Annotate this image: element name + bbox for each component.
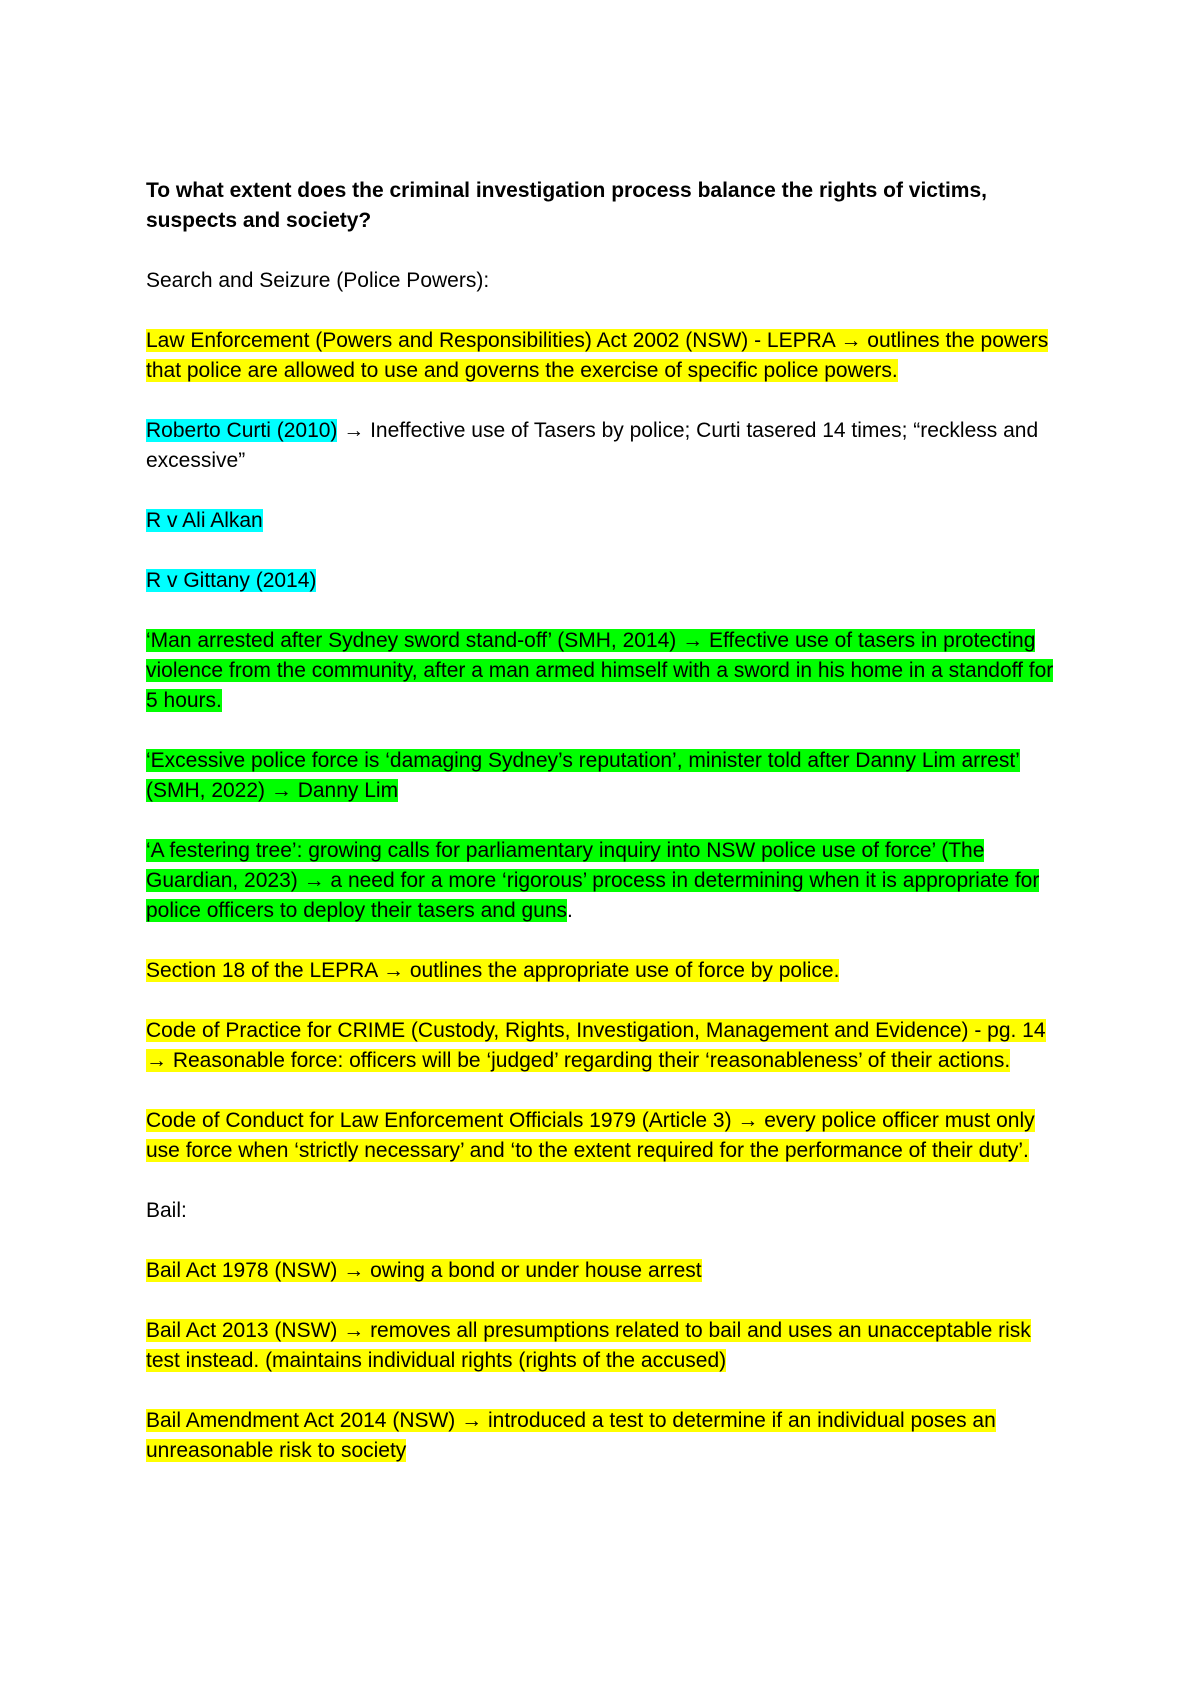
highlight-cyan: Roberto Curti (2010) xyxy=(146,419,338,442)
section-heading-bail: Bail: xyxy=(146,1199,187,1222)
highlight-yellow: Bail Act 1978 (NSW) → owing a bond or under house arrest xyxy=(146,1259,702,1282)
essay-question: To what extent does the criminal investigation process balance the rights of victims, suspects and society? xyxy=(146,179,987,232)
note-bail-2013 xyxy=(146,1316,1066,1376)
highlight-yellow: Code of Practice for CRIME (Custody, Rights, Investigation, Management and Evidence) - pg. 14 → Reasonable force: officers will be ‘judged’ regarding their ‘reasonableness’ of their actions. xyxy=(146,1019,1046,1072)
note-lepra xyxy=(146,326,1066,386)
note-section-18 xyxy=(146,956,1066,986)
note-festering-tree xyxy=(146,836,1066,926)
note-text: . xyxy=(567,899,573,922)
note-curti xyxy=(146,416,1066,476)
highlight-green: ‘A festering tree’: growing calls for parliamentary inquiry into NSW police use of force’ (The Guardian, 2023) → a need for a more ‘rigorous’ process in determining when it is appropriate for police officers to deploy their tasers and guns xyxy=(146,839,1040,922)
highlight-green: ‘Man arrested after Sydney sword stand-off’ (SMH, 2014) → Effective use of tasers in protecting violence from the community, after a man armed himself with a sword in his home in a standoff for 5 hours. xyxy=(146,629,1054,712)
note-gittany xyxy=(146,566,1066,596)
highlight-yellow: Bail Amendment Act 2014 (NSW) → introduced a test to determine if an individual poses an unreasonable risk to society xyxy=(146,1409,996,1462)
note-bail-1978 xyxy=(146,1256,1066,1286)
highlight-yellow: Section 18 of the LEPRA → outlines the appropriate use of force by police. xyxy=(146,959,840,982)
note-crime-code xyxy=(146,1016,1066,1076)
note-bail-amendment-2014 xyxy=(146,1406,1066,1466)
highlight-yellow: Law Enforcement (Powers and Responsibilities) Act 2002 (NSW) - LEPRA → outlines the powers that police are allowed to use and governs the exercise of specific police powers. xyxy=(146,329,1049,382)
note-sword-standoff xyxy=(146,626,1066,716)
highlight-cyan: R v Ali Alkan xyxy=(146,509,263,532)
document-body xyxy=(146,176,1066,1466)
note-conduct-code xyxy=(146,1106,1066,1166)
highlight-yellow: Bail Act 2013 (NSW) → removes all presumptions related to bail and uses an unacceptable risk test instead. (maintains individual rights (rights of the accused) xyxy=(146,1319,1031,1372)
note-text: → Ineffective use of Tasers by police; Curti tasered 14 times; “reckless and excessive” xyxy=(146,419,1039,472)
highlight-yellow: Code of Conduct for Law Enforcement Officials 1979 (Article 3) → every police officer must only use force when ‘strictly necessary’ and ‘to the extent required for the performance of their duty’. xyxy=(146,1109,1035,1162)
section-heading-search-seizure: Search and Seizure (Police Powers): xyxy=(146,269,490,292)
note-danny-lim xyxy=(146,746,1066,806)
highlight-cyan: R v Gittany (2014) xyxy=(146,569,317,592)
highlight-green: ‘Excessive police force is ‘damaging Sydney’s reputation’, minister told after Danny Lim arrest’ (SMH, 2022) → Danny Lim xyxy=(146,749,1020,802)
note-alkan xyxy=(146,506,1066,536)
